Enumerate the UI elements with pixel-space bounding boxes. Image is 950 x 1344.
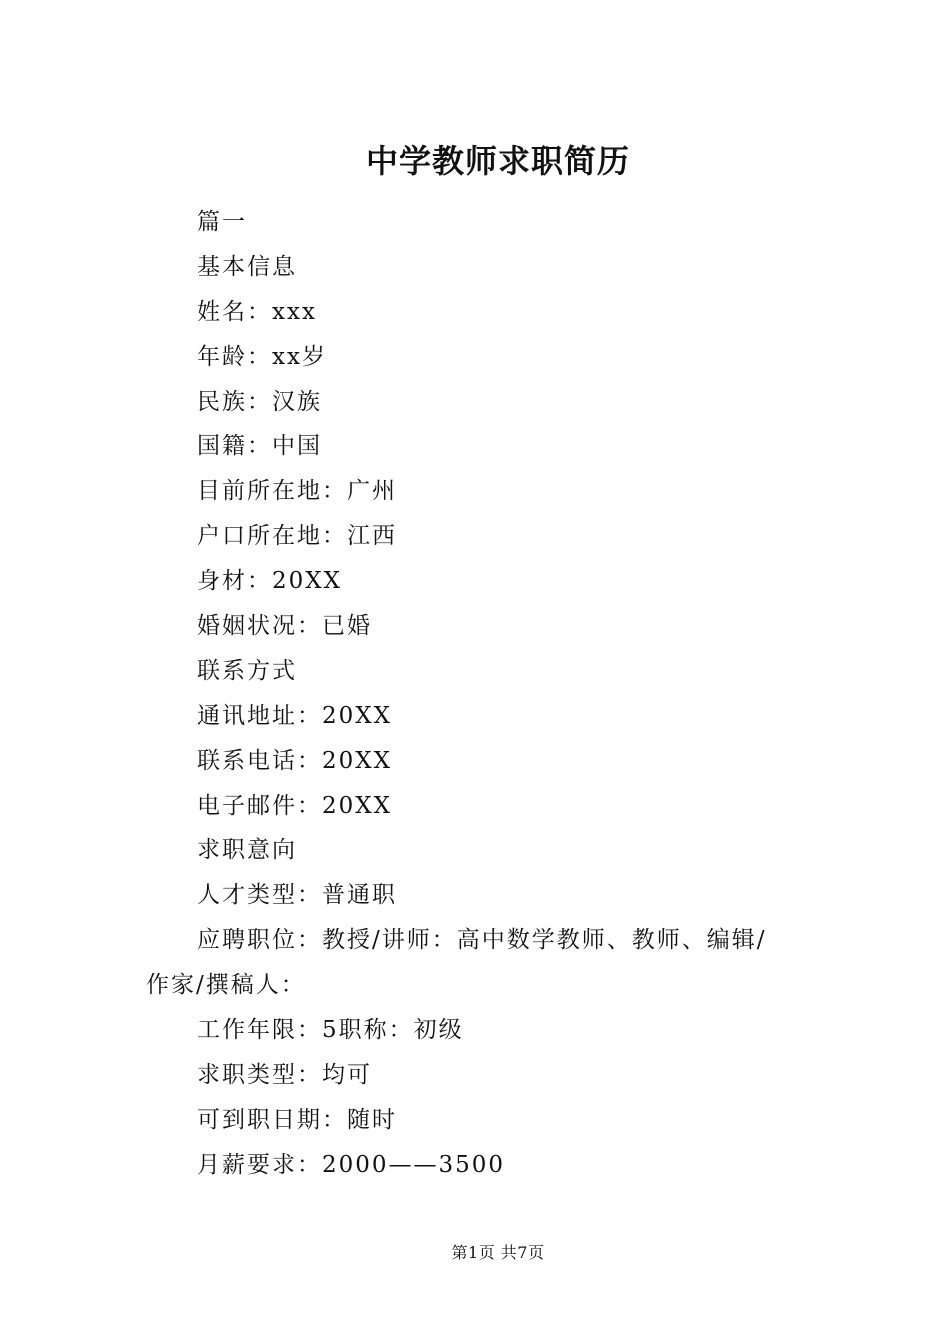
body-line: 年龄：xx岁 (197, 343, 327, 370)
body-line: 通讯地址：20XX (197, 702, 393, 729)
body-line: 求职意向 (197, 837, 297, 864)
body-line: 电子邮件：20XX (197, 792, 393, 819)
body-line: 姓名：xxx (197, 298, 317, 325)
body-line: 应聘职位：教授/讲师：高中数学教师、教师、编辑/ (197, 927, 767, 954)
body-line: 联系方式 (197, 657, 297, 684)
body-line: 人才类型：普通职 (197, 882, 397, 909)
body-line: 求职类型：均可 (197, 1061, 372, 1088)
document-body (146, 200, 826, 1188)
body-line: 联系电话：20XX (197, 747, 393, 774)
body-line: 月薪要求：2000——3500 (197, 1151, 506, 1178)
body-line: 目前所在地：广州 (197, 478, 397, 505)
body-line: 户口所在地：江西 (197, 523, 397, 550)
body-line: 基本信息 (197, 253, 297, 280)
body-line: 婚姻状况：已婚 (197, 613, 372, 640)
body-line: 作家/撰稿人： (146, 972, 306, 999)
body-line: 国籍：中国 (197, 433, 322, 460)
document-title: 中学教师求职简历 (365, 142, 630, 180)
page-number-footer: 第1页 共7页 (451, 1243, 545, 1262)
body-line: 民族：汉族 (197, 388, 322, 415)
body-line: 篇一 (197, 209, 247, 235)
body-line: 身材：20XX (197, 568, 343, 595)
body-line: 可到职日期：随时 (197, 1106, 397, 1133)
body-line: 工作年限：5职称：初级 (197, 1017, 464, 1044)
